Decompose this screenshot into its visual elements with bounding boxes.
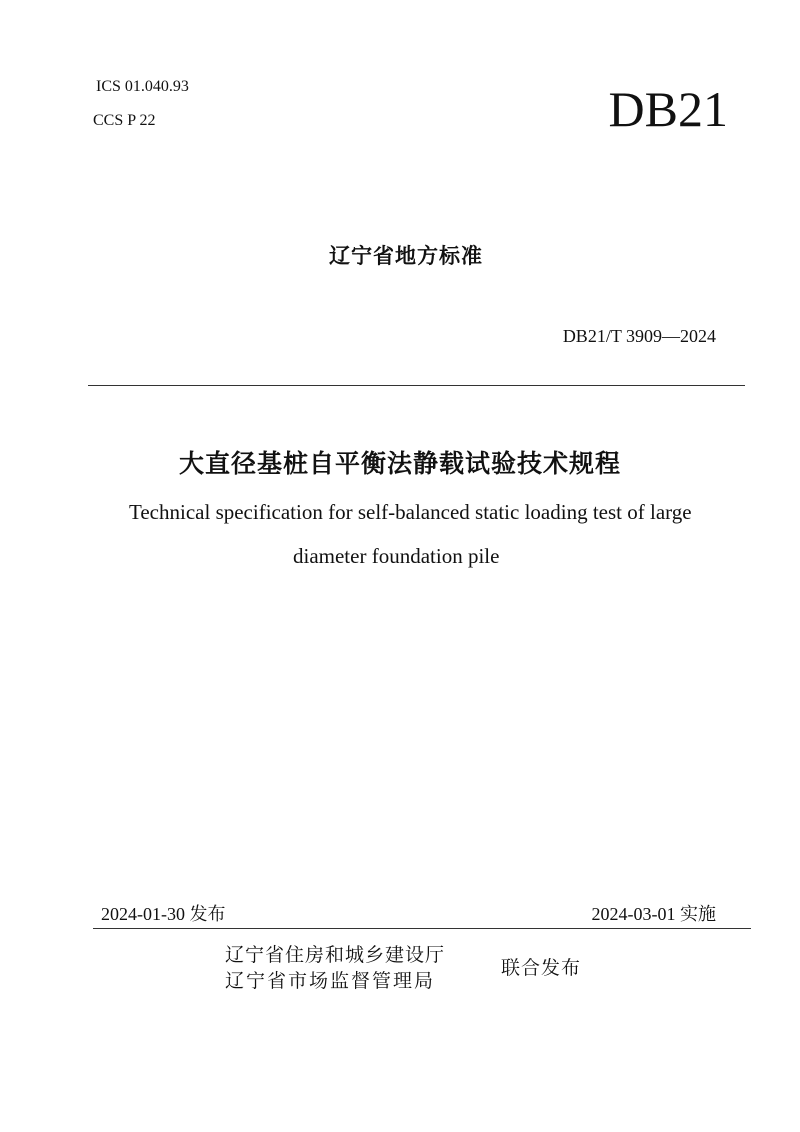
bottom-divider	[93, 928, 751, 929]
issuer-market-regulation: 辽宁省市场监督管理局	[225, 970, 436, 992]
title-english-line1: Technical specification for self-balanced static loading test of large	[129, 500, 692, 524]
top-divider	[88, 385, 745, 386]
standard-prefix-code: DB21	[608, 81, 728, 137]
ccs-code: CCS P 22	[93, 112, 156, 129]
title-english-line2: diameter foundation pile	[293, 544, 500, 568]
issuer-housing-department: 辽宁省住房和城乡建设厅	[225, 944, 446, 966]
joint-release-label: 联合发布	[501, 957, 582, 979]
implementation-date: 2024-03-01 实施	[591, 904, 716, 924]
standard-number: DB21/T 3909—2024	[562, 326, 716, 346]
ics-code: ICS 01.040.93	[96, 78, 189, 95]
issue-date: 2024-01-30 发布	[101, 904, 226, 924]
standard-type: 辽宁省地方标准	[329, 244, 483, 268]
title-chinese: 大直径基桩自平衡法静载试验技术规程	[178, 449, 621, 478]
